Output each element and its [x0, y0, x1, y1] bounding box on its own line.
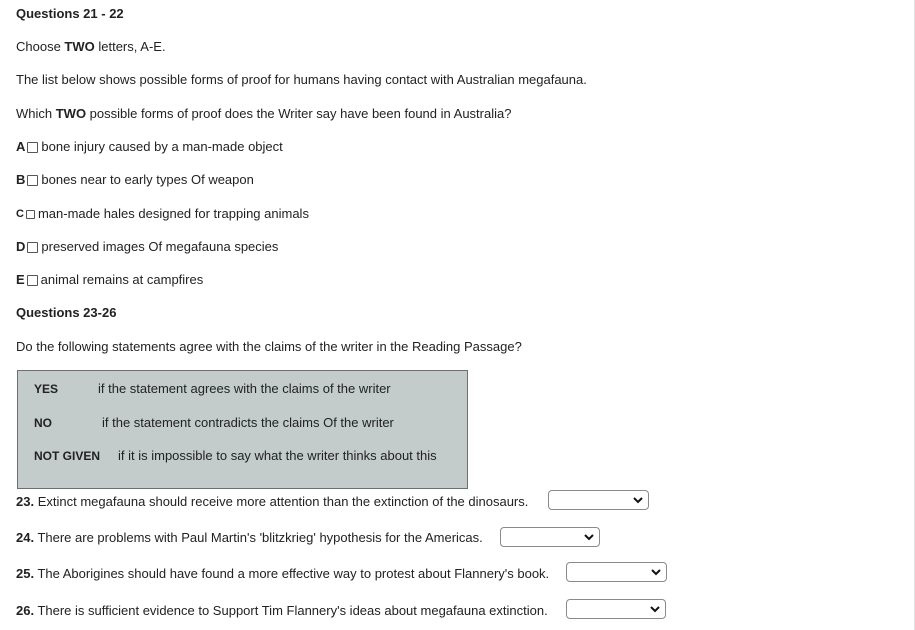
option-letter: A — [16, 139, 26, 154]
question-23-answer-select[interactable] — [548, 490, 649, 510]
instruction-suffix: letters, A-E. — [94, 39, 166, 54]
option-a[interactable] — [16, 139, 283, 155]
question-text: There is sufficient evidence to Support Tim Flannery's ideas about megafauna extinction. — [34, 603, 548, 618]
answer-key-box — [17, 370, 468, 489]
instruction-prefix: Choose — [16, 39, 65, 54]
list-intro: The list below shows possible forms of proof for humans having contact with Australian megafauna. — [16, 72, 587, 87]
question-25-answer-select[interactable] — [566, 562, 667, 582]
question-number: 24. — [16, 530, 35, 545]
option-c-checkbox[interactable] — [26, 210, 35, 219]
instruction-bold: TWO — [64, 39, 95, 54]
key-term-yes: YES — [34, 382, 59, 396]
option-b[interactable] — [16, 172, 254, 188]
key-meaning-yes: if the statement agrees with the claims of the writer — [98, 381, 391, 396]
question-number: 26. — [16, 603, 35, 618]
question-26 — [16, 603, 548, 619]
option-letter: D — [16, 239, 26, 254]
option-text: man-made hales designed for trapping animals — [37, 206, 309, 221]
option-text: animal remains at campfires — [40, 272, 204, 287]
question-bold: TWO — [55, 106, 87, 121]
question-prefix: Which — [16, 106, 56, 121]
option-letter: C — [16, 208, 24, 220]
question-26-answer-select[interactable] — [566, 599, 666, 619]
option-text: preserved images Of megafauna species — [41, 239, 279, 254]
question-text: Extinct megafauna should receive more attention than the extinction of the dinosaurs. — [34, 494, 529, 509]
key-meaning-no: if the statement contradicts the claims Of the writer — [102, 415, 394, 430]
option-a-checkbox[interactable] — [27, 142, 38, 153]
option-c[interactable] — [16, 206, 309, 222]
chevron-down-icon — [650, 566, 662, 578]
chevron-down-icon — [632, 494, 644, 506]
option-b-checkbox[interactable] — [27, 175, 38, 186]
question-text: There are problems with Paul Martin's 'blitzkrieg' hypothesis for the Americas. — [34, 530, 483, 545]
question-which-two — [16, 106, 511, 122]
question-24-answer-select[interactable] — [500, 527, 600, 547]
question-number: 25. — [16, 566, 35, 581]
chevron-down-icon — [649, 603, 661, 615]
question-suffix: possible forms of proof does the Writer say have been found in Australia? — [86, 106, 512, 121]
option-e-checkbox[interactable] — [27, 275, 38, 286]
section2-instruction: Do the following statements agree with the claims of the writer in the Reading Passage? — [16, 339, 522, 354]
option-e[interactable] — [16, 272, 203, 288]
key-term-not-given: NOT GIVEN — [34, 449, 101, 463]
option-letter: B — [16, 172, 26, 187]
instruction-choose-two — [16, 39, 166, 55]
question-number: 23. — [16, 494, 35, 509]
option-letter: E — [16, 272, 25, 287]
questions-21-22-heading: Questions 21 - 22 — [16, 6, 124, 21]
question-23 — [16, 494, 528, 510]
questions-23-26-heading: Questions 23-26 — [16, 305, 117, 320]
question-24 — [16, 530, 483, 546]
key-term-no: NO — [34, 416, 52, 430]
question-text: The Aborigines should have found a more effective way to protest about Flannery's book. — [34, 566, 550, 581]
option-d-checkbox[interactable] — [27, 242, 38, 253]
option-text: bones near to early types Of weapon — [41, 172, 254, 187]
option-d[interactable] — [16, 239, 278, 255]
chevron-down-icon — [583, 531, 595, 543]
key-meaning-not-given: if it is impossible to say what the writer thinks about this — [118, 448, 437, 463]
question-25 — [16, 566, 549, 582]
option-text: bone injury caused by a man-made object — [41, 139, 283, 154]
